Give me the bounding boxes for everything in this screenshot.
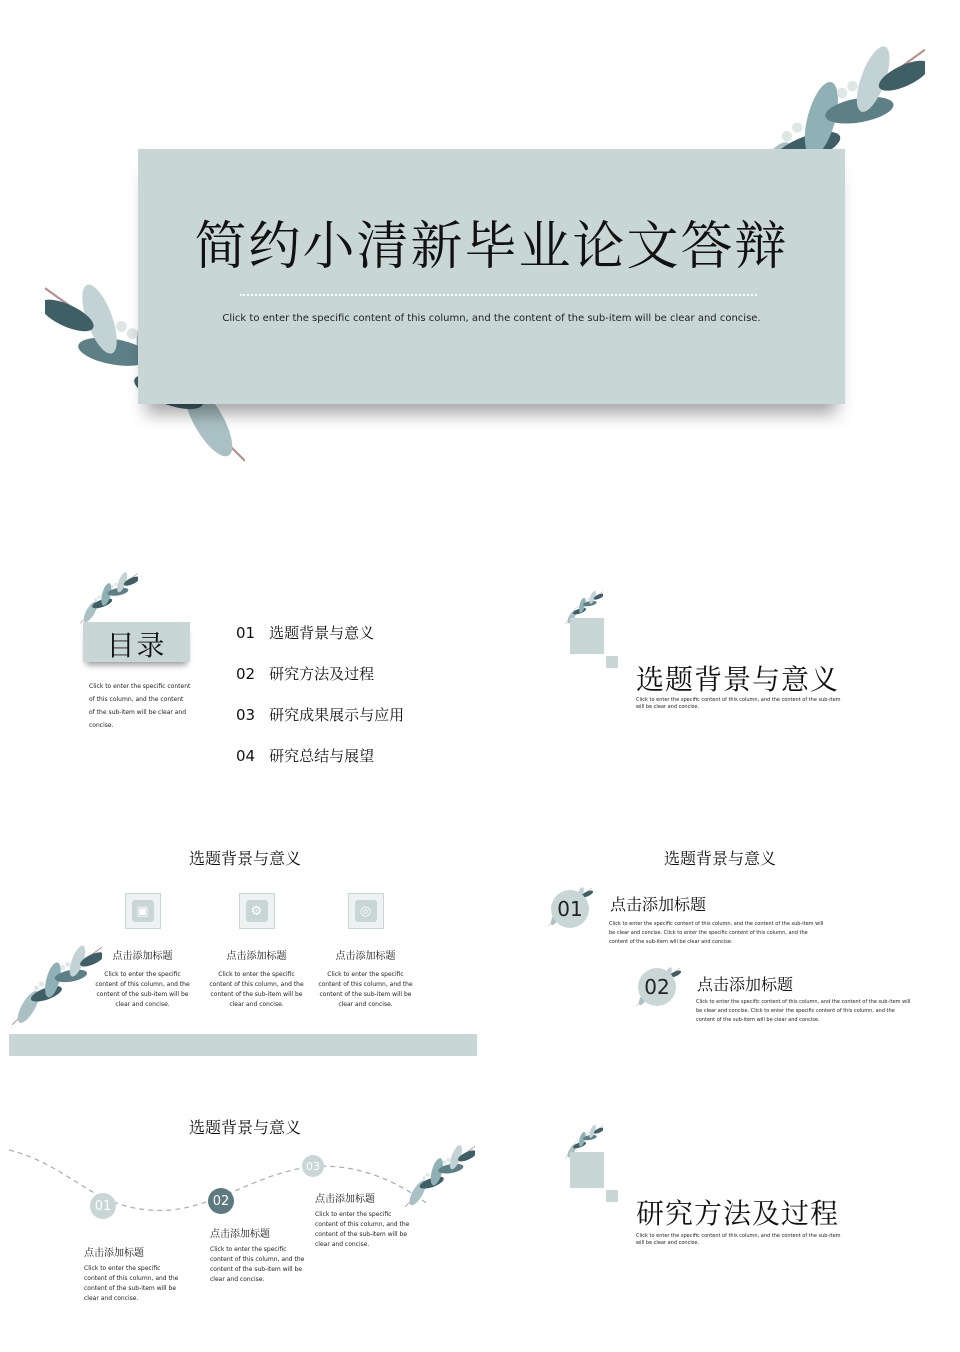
badge-01: 01 xyxy=(551,890,589,928)
slide-heading-timeline: 选题背景与意义 xyxy=(188,1118,301,1137)
leaf-decoration-columns xyxy=(12,930,102,1038)
section-small-square xyxy=(606,1190,618,1202)
section-square xyxy=(570,618,604,654)
section-small-square xyxy=(606,656,618,668)
timeline-node-03: 03 xyxy=(302,1155,324,1177)
timeline-node-01: 01 xyxy=(90,1193,116,1219)
toc-description: Click to enter the specific content of this column, and the content of the sub-item will be clear and concise. xyxy=(89,683,191,729)
timeline-step[interactable]: 点击添加标题 Click to enter the specific content of this column, and the content of the sub-item will be clear and concise. xyxy=(210,1229,305,1283)
briefcase-icon: ▣ xyxy=(125,893,161,929)
column-item[interactable]: ◎ 点击添加标题 Click to enter the specific content of this column, and the content of the sub-item will be clear and concise. xyxy=(313,893,418,1010)
timeline-step[interactable]: 点击添加标题 Click to enter the specific content of this column, and the content of the sub-item will be clear and concise. xyxy=(84,1248,179,1302)
main-title: 简约小清新毕业论文答辩 xyxy=(194,217,789,277)
target-icon: ◎ xyxy=(348,893,384,929)
slide-heading-columns: 选题背景与意义 xyxy=(188,849,301,868)
timeline-node-02: 02 xyxy=(208,1188,234,1214)
timeline-step[interactable]: 点击添加标题 Click to enter the specific content of this column, and the content of the sub-item will be clear and concise. xyxy=(315,1194,410,1248)
bottom-band xyxy=(9,1034,477,1056)
section1-description: Click to enter the specific content of this column, and the content of the sub-item will be clear and concise. xyxy=(636,697,841,710)
slide-heading-badges: 选题背景与意义 xyxy=(663,849,776,868)
toc-item[interactable]: 01 选题背景与意义 xyxy=(236,624,375,642)
toc-title: 目录 xyxy=(106,629,167,662)
main-subtitle: Click to enter the specific content of this column, and the content of the sub-item will be clear and concise. xyxy=(222,313,761,324)
toc-list xyxy=(236,622,476,786)
gear-icon: ⚙ xyxy=(239,893,275,929)
badge-item-title: 点击添加标题 xyxy=(610,895,707,914)
toc-item[interactable]: 02 研究方法及过程 xyxy=(236,665,375,683)
section2-title: 研究方法及过程 xyxy=(636,1197,840,1230)
badge-item-body: Click to enter the specific content of this column, and the content of the sub-item will be clear and concise. Click to enter the specific content of this column, and the content of the sub-item will be clear and concise. xyxy=(609,921,824,945)
badge-item-body: Click to enter the specific content of this column, and the content of the sub-item will be clear and concise. Click to enter the specific content of this column, and the content of the sub-item will be clear and concise. xyxy=(696,999,911,1023)
section2-description: Click to enter the specific content of this column, and the content of the sub-item will be clear and concise. xyxy=(636,1233,841,1246)
badge-item-title: 点击添加标题 xyxy=(697,975,794,994)
toc-item[interactable]: 04 研究总结与展望 xyxy=(236,747,375,765)
leaf-decoration-toc xyxy=(80,566,138,628)
column-item[interactable]: ▣ 点击添加标题 Click to enter the specific content of this column, and the content of the sub-item will be clear and concise. xyxy=(90,893,195,1010)
section-square xyxy=(570,1152,604,1188)
badge-02: 02 xyxy=(638,968,676,1006)
toc-item[interactable]: 03 研究成果展示与应用 xyxy=(236,706,405,724)
column-item[interactable]: ⚙ 点击添加标题 Click to enter the specific content of this column, and the content of the sub-item will be clear and concise. xyxy=(204,893,309,1010)
dotted-divider xyxy=(240,294,757,296)
section1-title: 选题背景与意义 xyxy=(636,663,840,696)
